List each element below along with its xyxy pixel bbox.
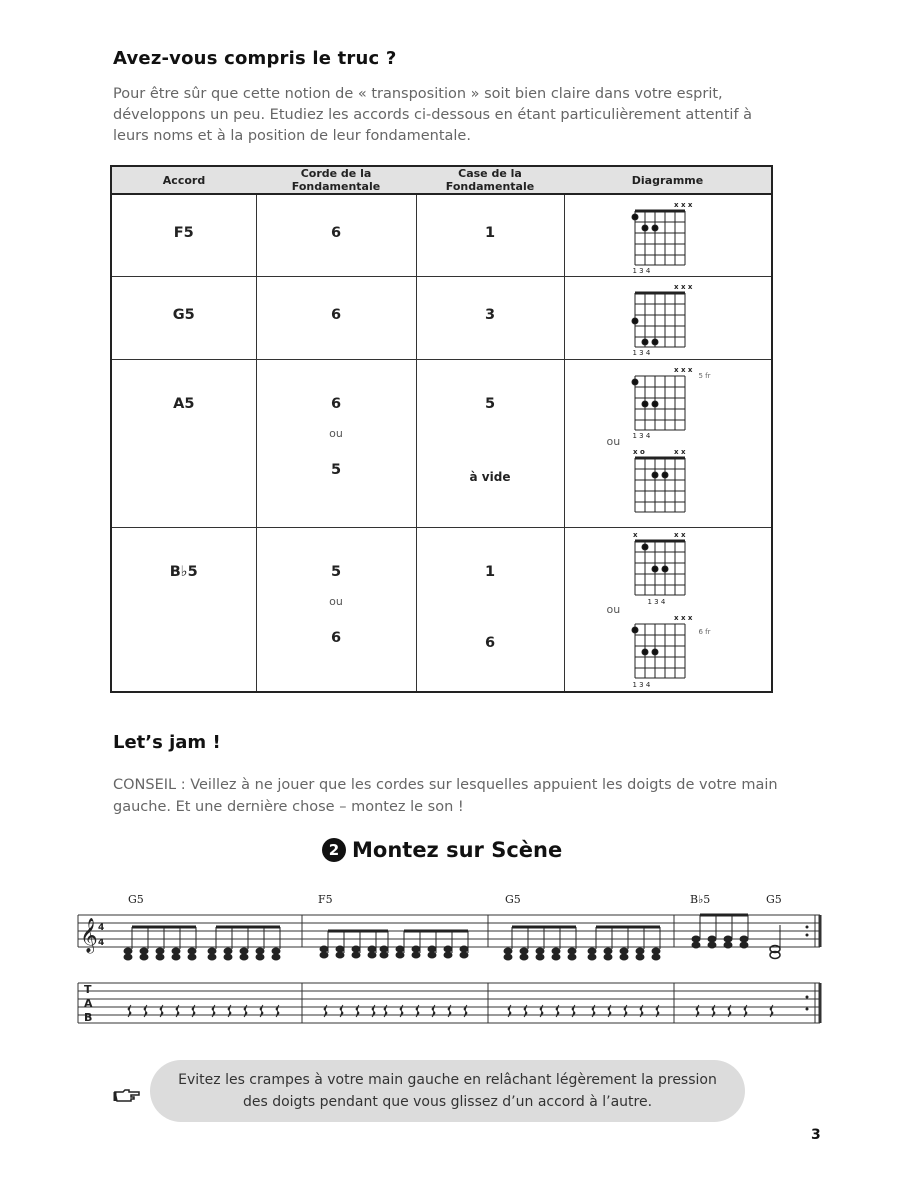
chord-label: B♭5 — [690, 893, 711, 906]
svg-text:𝄞: 𝄞 — [80, 918, 98, 953]
table-row — [111, 359, 772, 527]
svg-text:x x x: x x x — [673, 282, 692, 291]
chord-label: G5 — [128, 893, 144, 906]
root-string: 6 — [330, 395, 342, 412]
svg-text:x x: x x — [673, 447, 685, 456]
root-fret: 5 — [484, 395, 496, 412]
chord-name: G5 — [172, 306, 195, 323]
chord-label: G5 — [766, 893, 782, 906]
root-string-alt: 6 — [330, 629, 342, 646]
chord-name: A5 — [173, 395, 195, 412]
chord-name: F5 — [173, 225, 194, 241]
or-label: ou — [329, 594, 343, 608]
fingering: 1 3 4 — [632, 348, 651, 357]
header-accord: Accord — [111, 166, 256, 194]
table-row — [111, 527, 772, 692]
section-title: Avez-vous compris le truc ? — [113, 48, 397, 69]
root-string-alt: 5 — [330, 461, 342, 478]
table-header-row — [111, 166, 772, 194]
tab-letter: B — [84, 1011, 93, 1024]
or-label: ou — [329, 426, 343, 440]
song-number: 2 — [322, 838, 346, 862]
tab-letter: T — [84, 983, 92, 996]
section-title: Let’s jam ! — [113, 732, 221, 753]
svg-text:x x: x x — [673, 530, 685, 539]
tip-box — [150, 1060, 745, 1122]
root-string: 6 — [330, 306, 342, 323]
fret-marker: 6 fr — [698, 627, 711, 636]
table-row — [111, 276, 772, 359]
song-title-text: Montez sur Scène — [352, 838, 563, 862]
header-diagramme: Diagramme — [564, 166, 772, 194]
svg-text:4: 4 — [98, 923, 105, 933]
fingering: 1 3 4 — [647, 597, 666, 606]
tip-paragraph: CONSEIL : Veillez à ne jouer que les cordes sur lesquelles appuient les doigts de votre main gauche. Et une dernière chose – montez le son ! — [113, 777, 778, 815]
chord-label: G5 — [505, 893, 521, 906]
chord-diagram-a5 — [565, 360, 772, 526]
root-fret: 1 — [484, 563, 496, 580]
svg-text:x x x: x x x — [673, 613, 692, 622]
root-fret: 3 — [484, 306, 496, 323]
svg-text:x: x — [632, 530, 638, 539]
intro-paragraph: Pour être sûr que cette notion de « transposition » soit bien claire dans votre esprit, développons un peu. Etudiez les accords ci-dessous en étant particulièrement attentif à leurs noms et à la position de leur fondamentale. — [113, 86, 753, 144]
chord-diagram-g5 — [565, 277, 772, 359]
root-fret: 1 — [484, 225, 496, 241]
chord-name: B♭5 — [169, 563, 198, 580]
diagram-or-label: ou — [606, 602, 621, 616]
fingering: 1 3 4 — [632, 267, 651, 275]
root-fret-alt: 6 — [484, 634, 496, 651]
chord-label: F5 — [318, 893, 333, 906]
fingering: 1 3 4 — [632, 680, 651, 689]
tab-letter: A — [84, 997, 93, 1010]
svg-text:x x x: x x x — [673, 365, 692, 374]
diagram-or-label: ou — [606, 434, 621, 448]
root-string: 5 — [330, 563, 342, 580]
table-row — [111, 194, 772, 276]
header-corde: Corde de la Fondamentale — [256, 166, 416, 194]
chord-table — [110, 165, 773, 693]
tip-line-1: Evitez les crampes à votre main gauche en relâchant légèrement la pression — [178, 1072, 717, 1088]
song-title — [322, 838, 562, 862]
header-case: Case de la Fondamentale — [416, 166, 564, 194]
svg-text:x o: x o — [632, 447, 645, 456]
svg-text:x x x: x x x — [673, 201, 692, 209]
root-string: 6 — [330, 225, 342, 241]
fingering: 1 3 4 — [632, 431, 651, 440]
pointing-hand-icon — [113, 1088, 141, 1104]
svg-text:4: 4 — [98, 938, 105, 948]
page-number: 3 — [811, 1127, 821, 1143]
root-fret-alt: à vide — [469, 469, 511, 484]
fret-marker: 5 fr — [698, 371, 711, 380]
chord-diagram-f5 — [565, 195, 772, 275]
chord-diagram-bb5 — [565, 528, 772, 691]
music-notation — [70, 905, 830, 1040]
tip-line-2: des doigts pendant que vous glissez d’un accord à l’autre. — [242, 1094, 653, 1110]
